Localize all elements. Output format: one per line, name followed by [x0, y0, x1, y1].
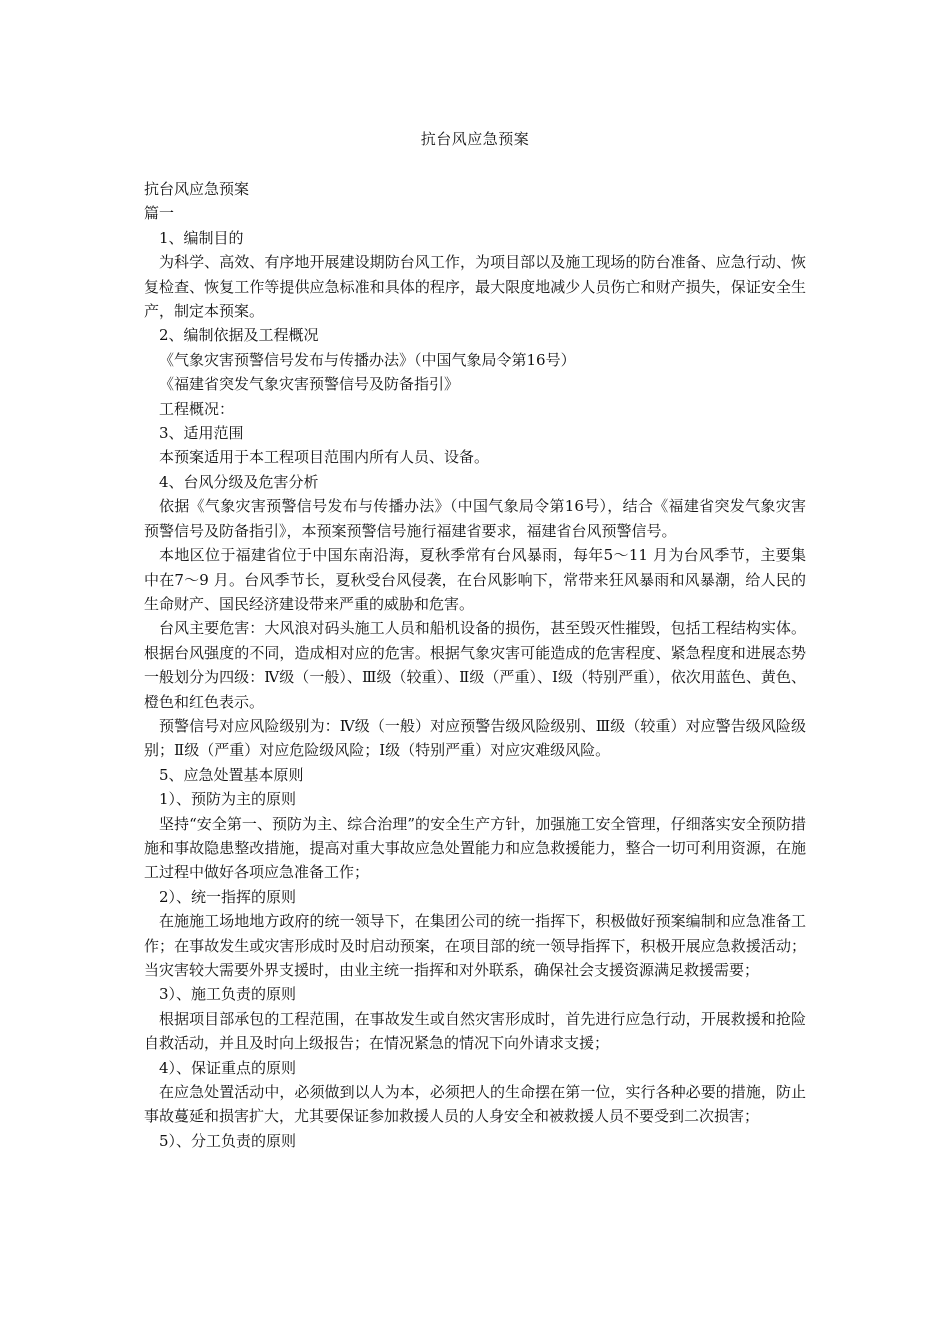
document-body: [144, 177, 806, 1153]
document-paragraph: 2、编制依据及工程概况: [159, 326, 319, 345]
document-title: 抗台风应急预案: [420, 130, 530, 148]
document-paragraph: 依据《气象灾害预警信号发布与传播办法》（中国气象局令第16号），结合《福建省突发气象灾害预警信号及防备指引》，本预案预警信号施行福建省要求，福建省台风预警信号。: [144, 497, 806, 540]
document-paragraph: 坚持“安全第一、预防为主、综合治理”的安全生产方针，加强施工安全管理，仔细落实安全预防措施和事故隐患整改措施，提高对重大事故应急处置能力和应急救援能力，整合一切可利用资源，在施工过程中做好各项应急准备工作；: [144, 814, 806, 882]
document-paragraph: 2）、统一指挥的原则: [159, 887, 297, 906]
document-paragraph: 《气象灾害预警信号发布与传播办法》（中国气象局令第16号）: [159, 350, 576, 369]
document-paragraph: 3）、施工负责的原则: [159, 985, 297, 1004]
document-paragraph: 工程概况：: [159, 399, 235, 418]
document-paragraph: 3、适用范围: [159, 424, 244, 443]
document-paragraph: 在应急处置活动中，必须做到以人为本，必须把人的生命摆在第一位，实行各种必要的措施，防止事故蔓延和损害扩大，尤其要保证参加救援人员的人身安全和被救援人员不要受到二次损害；: [144, 1083, 806, 1126]
document-paragraph: 5）、分工负责的原则: [159, 1131, 297, 1150]
document-paragraph: 预警信号对应风险级别为：Ⅳ级（一般）对应预警告级风险级别、Ⅲ级（较重）对应警告级风险级别；Ⅱ级（严重）对应危险级风险；Ⅰ级（特别严重）对应灾难级风险。: [144, 716, 806, 760]
document-paragraph: 4、台风分级及危害分析: [159, 472, 319, 491]
document-paragraph: 本地区位于福建省位于中国东南沿海，夏秋季常有台风暴雨，每年5～11 月为台风季节，主要集中在7～9 月。台风季节长，夏秋受台风侵袭，在台风影响下，常带来狂风暴雨和风暴潮，给人民的生命财产、国民经济建设带来严重的威胁和危害。: [144, 546, 806, 613]
document-paragraph: 4）、保证重点的原则: [159, 1058, 297, 1077]
document-paragraph: 根据项目部承包的工程范围，在事故发生或自然灾害形成时，首先进行应急行动，开展救援和抢险自救活动，并且及时向上级报告；在情况紧急的情况下向外请求支援；: [144, 1009, 806, 1053]
document-paragraph: 本预案适用于本工程项目范围内所有人员、设备。: [159, 448, 490, 467]
document-paragraph: 1、编制目的: [159, 228, 244, 247]
document-paragraph: 台风主要危害：大风浪对码头施工人员和船机设备的损伤，甚至毁灭性摧毁，包括工程结构实体。根据台风强度的不同，造成相对应的危害。根据气象灾害可能造成的危害程度、紧急程度和进展态势一般划分为四级：Ⅳ级（一般）、Ⅲ级（较重）、Ⅱ级（严重）、Ⅰ级（特别严重），依次用蓝色、黄色、橙色和红色表示。: [144, 619, 806, 711]
document-paragraph: 《福建省突发气象灾害预警信号及防备指引》: [159, 375, 460, 394]
document-paragraph: 抗台风应急预案: [144, 180, 250, 198]
document-paragraph: 1）、预防为主的原则: [159, 790, 297, 809]
document-paragraph: 5、应急处置基本原则: [159, 765, 304, 784]
document-paragraph: 篇一: [144, 204, 175, 223]
document-paragraph: 为科学、高效、有序地开展建设期防台风工作，为项目部以及施工现场的防台准备、应急行动、恢复检查、恢复工作等提供应急标准和具体的程序，最大限度地减少人员伤亡和财产损失，保证安全生产，制定本预案。: [144, 253, 806, 321]
document-paragraph: 在施施工场地地方政府的统一领导下，在集团公司的统一指挥下，积极做好预案编制和应急准备工作；在事故发生或灾害形成时及时启动预案，在项目部的统一领导指挥下，积极开展应急救援活动；当灾害较大需要外界支援时，由业主统一指挥和对外联系，确保社会支援资源满足救援需要；: [144, 912, 806, 979]
